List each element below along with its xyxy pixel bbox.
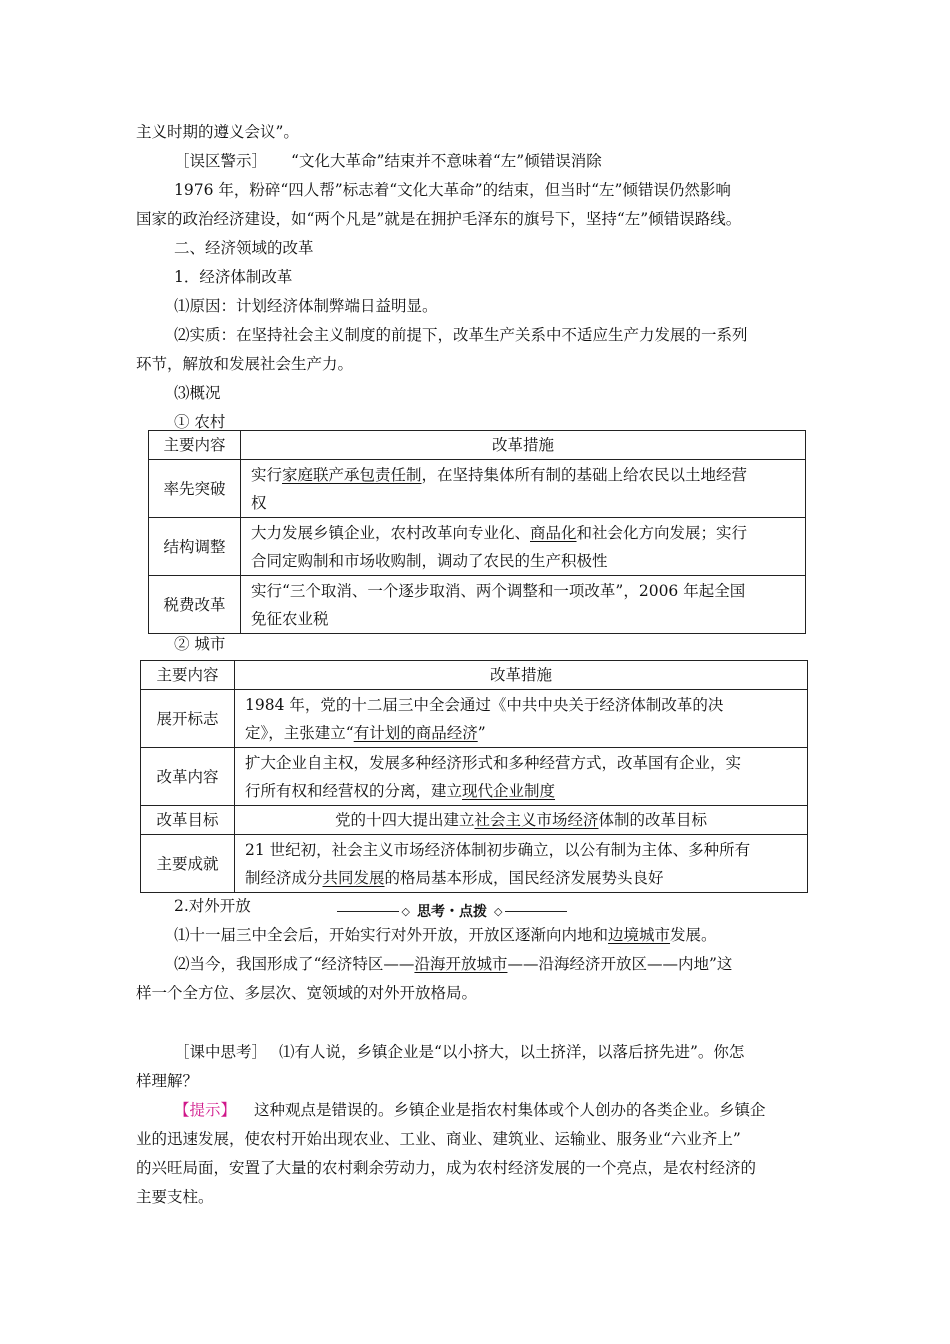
table-header-row (141, 661, 808, 690)
tip-line: 【提示】 这种观点是错误的。乡镇企业是指农村集体或个人创办的各类企业。乡镇企 (174, 1101, 766, 1119)
tip-label: 【提示】 (174, 1101, 237, 1119)
row-value: 大力发展乡镇企业，农村改革向专业化、商品化和社会化方向发展；实行 合同定购制和市场收购制，调动了农民的生产积极性 (241, 518, 806, 576)
row-value: 扩大企业自主权，发展多种经济形式和多种经营方式，改革国有企业，实 行所有权和经营权的分离，建立现代企业制度 (235, 748, 808, 806)
think-label: ［课中思考］ (174, 1043, 268, 1061)
table-header-cell: 改革措施 (241, 431, 806, 460)
diamond-icon: ◇ (494, 904, 503, 918)
underlined-term: 社会主义市场经济 (474, 811, 599, 829)
rural-label: ① 农村 (174, 413, 226, 431)
warning-line (136, 147, 602, 175)
essence-line: 环节，解放和发展社会生产力。 (136, 355, 354, 373)
underlined-term: 有计划的商品经济 (353, 723, 478, 742)
section-title: 二、经济领域的改革 (174, 239, 314, 257)
underlined-term: 现代企业制度 (462, 781, 556, 800)
divider-rule (337, 911, 399, 912)
think-question: 样理解？ (136, 1072, 199, 1090)
row-key: 展开标志 (141, 690, 235, 748)
overview-label: ⑶概况 (174, 384, 221, 402)
row-key: 改革内容 (141, 748, 235, 806)
opening-line: ⑵当今，我国形成了“经济特区——沿海开放城市——沿海经济开放区——内地”这 (174, 955, 733, 973)
paragraph-line: 1976 年，粉碎“四人帮”标志着“文化大革命”的结束，但当时“左”倾错误仍然影响 (174, 181, 731, 199)
divider-title: 思考・点拨 (417, 904, 487, 920)
subsection-title: 2.对外开放 (174, 897, 251, 915)
urban-reform-table (140, 660, 808, 893)
opening-line: ⑴十一届三中全会后，开始实行对外开放，开放区逐渐向内地和边境城市发展。 (174, 926, 717, 944)
row-key: 结构调整 (149, 518, 241, 576)
row-key: 税费改革 (149, 576, 241, 634)
row-value: 党的十四大提出建立社会主义市场经济体制的改革目标 (235, 806, 808, 835)
tip-line: 主要支柱。 (136, 1188, 214, 1206)
divider-rule (505, 911, 567, 912)
table-row (141, 806, 808, 835)
tip-line: 业的迅速发展，使农村开始出现农业、工业、商业、建筑业、运输业、服务业“六业齐上” (136, 1130, 741, 1148)
underlined-term: 商品化 (530, 523, 577, 542)
urban-label: ② 城市 (174, 635, 226, 653)
table-row (141, 748, 808, 806)
underlined-term: 共同发展 (322, 868, 385, 887)
row-value: 实行“三个取消、一个逐步取消、两个调整和一项改革”，2006 年起全国 免征农业税 (241, 576, 806, 634)
rural-reform-table (148, 430, 806, 634)
table-header-row (149, 431, 806, 460)
diamond-icon: ◇ (401, 904, 410, 918)
underlined-term: 沿海开放城市 (414, 955, 508, 973)
opening-line: 样一个全方位、多层次、宽领域的对外开放格局。 (136, 984, 478, 1002)
table-row (141, 690, 808, 748)
underlined-term: 边境城市 (608, 926, 671, 944)
subsection-title: 1．经济体制改革 (174, 268, 293, 286)
row-value: 实行家庭联产承包责任制，在坚持集体所有制的基础上给农民以土地经营 权 (241, 460, 806, 518)
paragraph-tail: 主义时期的遵义会议”。 (136, 123, 299, 141)
row-key: 主要成就 (141, 835, 235, 893)
table-header-cell: 改革措施 (235, 661, 808, 690)
table-row (141, 835, 808, 893)
tip-line: 的兴旺局面，安置了大量的农村剩余劳动力，成为农村经济发展的一个亮点，是农村经济的 (136, 1159, 757, 1177)
think-question: ［课中思考］ ⑴有人说，乡镇企业是“以小挤大，以土挤洋，以落后挤先进”。你怎 (174, 1043, 745, 1061)
warning-text: “文化大革命”结束并不意味着“左”倾错误消除 (291, 152, 602, 170)
table-header-cell: 主要内容 (141, 661, 235, 690)
row-key: 率先突破 (149, 460, 241, 518)
warning-label: ［误区警示］ (174, 152, 268, 170)
table-row (149, 576, 806, 634)
paragraph-line: 国家的政治经济建设，如“两个凡是”就是在拥护毛泽东的旗号下，坚持“左”倾错误路线。 (136, 210, 742, 228)
row-key: 改革目标 (141, 806, 235, 835)
section-divider (232, 897, 672, 925)
table-row (149, 460, 806, 518)
underlined-term: 家庭联产承包责任制 (282, 465, 422, 484)
table-header-cell: 主要内容 (149, 431, 241, 460)
row-value: 1984 年，党的十二届三中全会通过《中共中央关于经济体制改革的决 定》，主张建立“有计划的商品经济” (235, 690, 808, 748)
essence-line: ⑵实质：在坚持社会主义制度的前提下，改革生产关系中不适应生产力发展的一系列 (174, 326, 748, 344)
row-value: 21 世纪初，社会主义市场经济体制初步确立，以公有制为主体、多种所有 制经济成分共同发展的格局基本形成，国民经济发展势头良好 (235, 835, 808, 893)
reason-line: ⑴原因：计划经济体制弊端日益明显。 (174, 297, 438, 315)
table-row (149, 518, 806, 576)
